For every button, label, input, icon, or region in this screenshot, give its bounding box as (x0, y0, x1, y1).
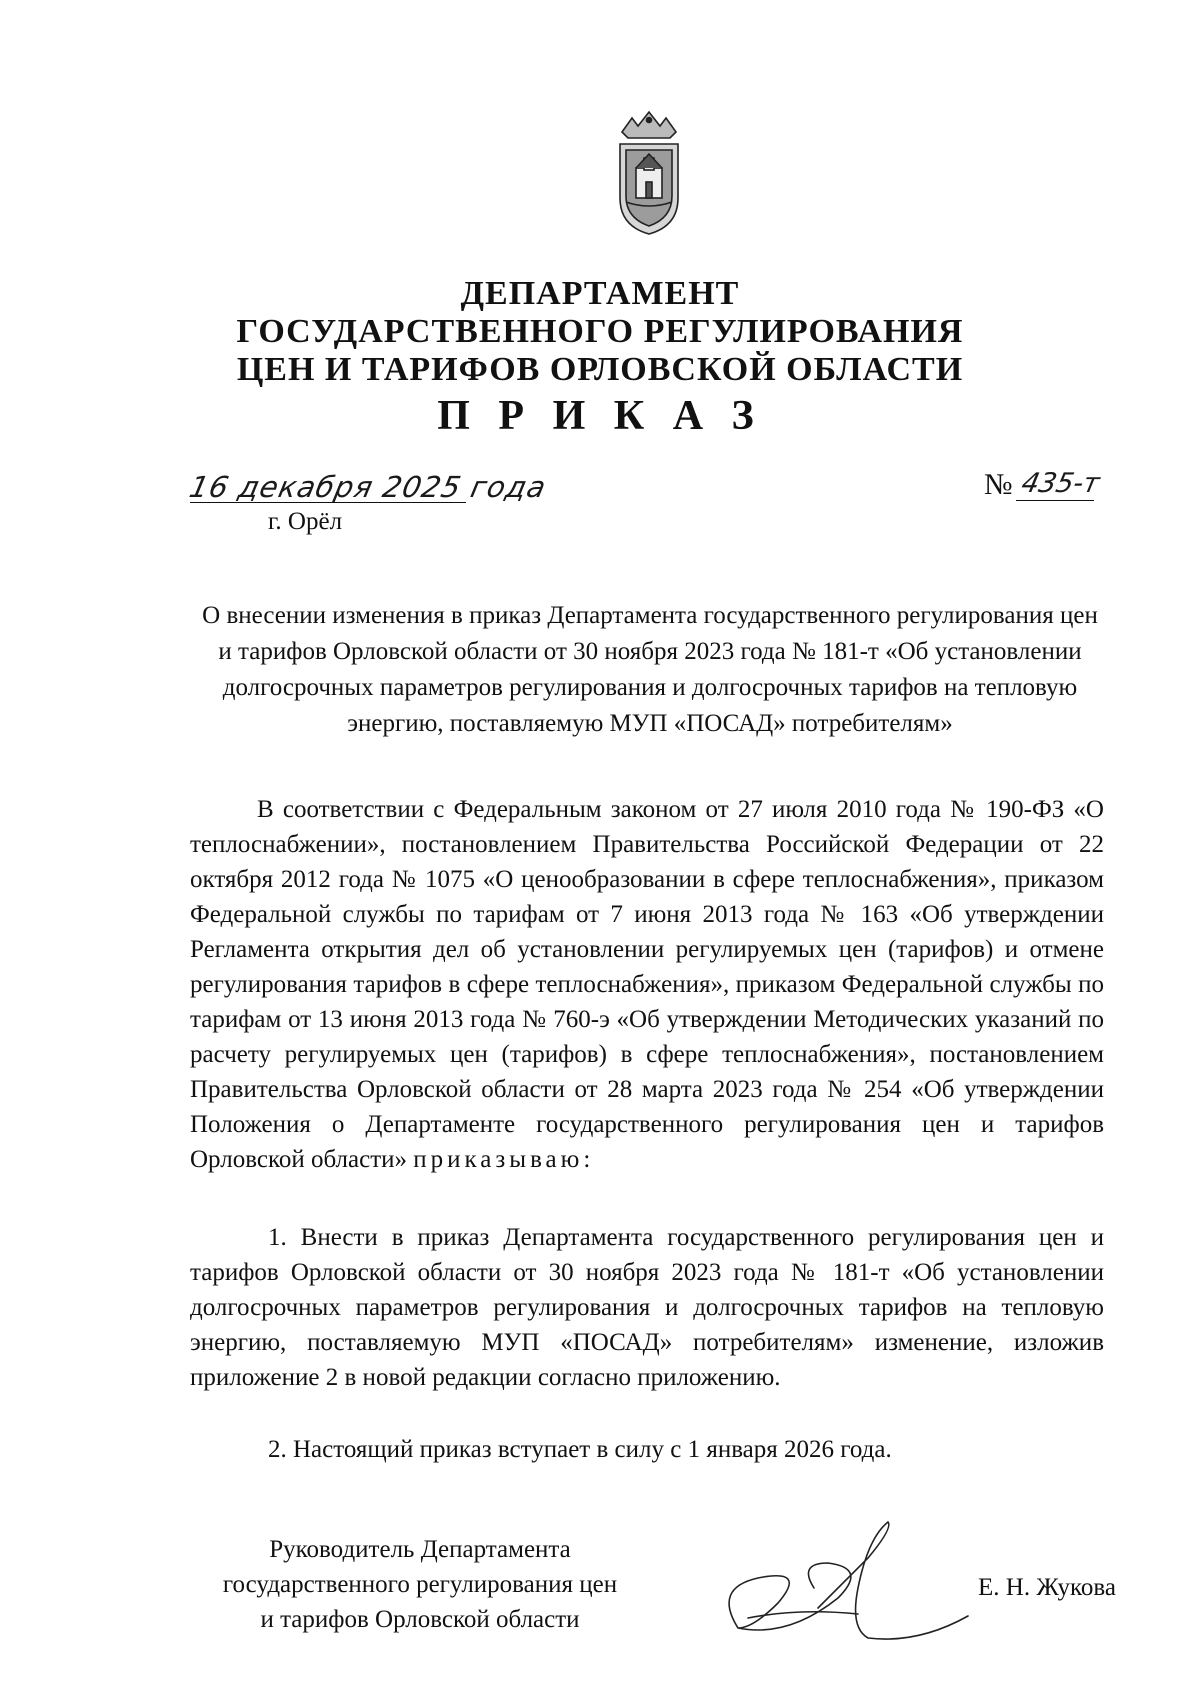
city-label: г. Орёл (268, 508, 343, 535)
signer-position-line1: Руководитель Департамента (269, 1536, 571, 1563)
department-title-line2: ГОСУДАРСТВЕННОГО РЕГУЛИРОВАНИЯ (236, 313, 964, 350)
coat-of-arms-icon (608, 110, 690, 238)
signer-name: Е. Н. Жукова (978, 1574, 1116, 1601)
department-title-line1: ДЕПАРТАМЕНТ (460, 275, 740, 312)
preamble-paragraph (190, 792, 1104, 1177)
order-subject: О внесении изменения в приказ Департамента государственного регулирования цен и тарифов Орловской области от 30 ноября 2023 года № 181-т «Об установлении долгосрочных параметров регулирования и долгосрочных тарифов на тепловую энергию, поставляемую МУП «ПОСАД» потребителям» (202, 602, 1098, 737)
order-item-2: 2. Настоящий приказ вступает в силу с 1 января 2026 года. (268, 1436, 892, 1463)
preamble-text: В соответствии с Федеральным законом от 27 июля 2010 года № 190-ФЗ «О теплоснабжении», постановлением Правительства Российской Федерации от 22 октября 2012 года № 1075 «О ценообразовании в сфере теплоснабжения», приказом Федеральной службы по тарифам от 7 июня 2013 года № 163 «Об утверждении Регламента открытия дел об установлении регулируемых цен (тарифов) и отмене регулирования тарифов в сфере теплоснабжения», приказом Федеральной службы по тарифам от 13 июня 2013 года № 760-э «Об утверждении Методических указаний по расчету регулируемых цен (тарифов) в сфере теплоснабжения», постановлением Правительства Орловской области от 28 марта 2023 года № 254 «Об утверждении Положения о Департаменте государственного регулирования цен и тарифов Орловской области» (190, 796, 1104, 1173)
date-underline (190, 502, 466, 503)
signer-position-line2: государственного регулирования цен (222, 1571, 618, 1598)
handwritten-signature (718, 1518, 978, 1668)
order-number: 435-т (1018, 468, 1103, 499)
order-date: 16 декабря 2025 года (186, 470, 550, 504)
document-type-title: П Р И К А З (437, 393, 763, 439)
department-title-line3: ЦЕН И ТАРИФОВ ОРЛОВСКОЙ ОБЛАСТИ (236, 351, 964, 388)
number-sign: № (984, 468, 1013, 501)
signer-position-line3: и тарифов Орловской области (260, 1606, 580, 1633)
signer-position (180, 1532, 660, 1637)
order-word: приказываю: (413, 1146, 595, 1173)
order-item-1: 1. Внести в приказ Департамента государственного регулирования цен и тарифов Орловской области от 30 ноября 2023 года № 181-т «Об установлении долгосрочных параметров регулирования и долгосрочных тарифов на тепловую энергию, поставляемую МУП «ПОСАД» потребителям» изменение, изложив приложение 2 в новой редакции согласно приложению. (190, 1224, 1104, 1391)
number-underline (1016, 500, 1094, 501)
